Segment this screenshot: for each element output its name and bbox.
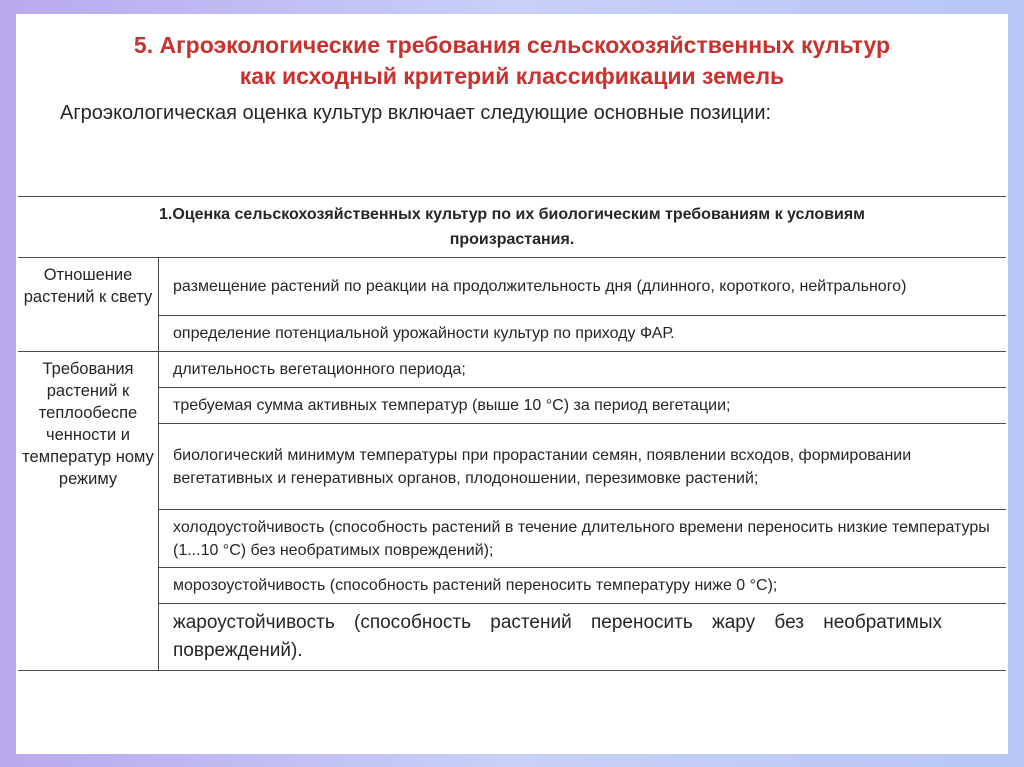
table-cell: размещение растений по реакции на продолжительность дня (длинного, короткого, нейтрального) xyxy=(159,258,1007,316)
table-header-line-1: 1.Оценка сельскохозяйственных культур по их биологическим требованиям к условиям xyxy=(158,206,865,223)
table-cell: жароустойчивость (способность растений переносить жару без необратимых повреждений). xyxy=(159,604,1007,671)
table-header xyxy=(18,197,1006,258)
table-header-row xyxy=(18,197,1006,258)
table-cell: морозоустойчивость (способность растений переносить температуру ниже 0 °С); xyxy=(159,568,1007,604)
title-line-1: 5. Агроэкологические требования сельскохозяйственных культур xyxy=(133,32,891,58)
slide-subtitle: Агроэкологическая оценка культур включает следующие основные позиции: xyxy=(60,102,772,124)
table-row xyxy=(18,316,1006,352)
title-line-2: как исходный критерий классификации земель xyxy=(239,63,785,89)
table-header-line-2: произрастания. xyxy=(449,231,575,248)
table-cell: холодоустойчивость (способность растений в течение длительного времени переносить низкие температуры (1...10 °С) без необратимых повреждений); xyxy=(159,510,1007,568)
table-row xyxy=(18,352,1006,388)
table-row xyxy=(18,258,1006,316)
table-cell: длительность вегетационного периода; xyxy=(159,352,1007,388)
table-cell: требуемая сумма активных температур (выше 10 °С) за период вегетации; xyxy=(159,388,1007,424)
table-row xyxy=(18,604,1006,671)
slide-title xyxy=(16,30,1008,92)
requirements-table xyxy=(18,196,1006,671)
table-cell: определение потенциальной урожайности культур по приходу ФАР. xyxy=(159,316,1007,352)
table-row xyxy=(18,424,1006,510)
table-cell: биологический минимум температуры при прорастании семян, появлении всходов, формировании вегетативных и генеративных органов, плодоношении, перезимовке растений; xyxy=(159,424,1007,510)
table-row xyxy=(18,388,1006,424)
group-label-heat: Требования растений к теплообеспе ченности и температур ному режиму xyxy=(18,352,159,671)
slide xyxy=(16,14,1008,754)
group-label-light: Отношение растений к свету xyxy=(18,258,159,352)
table-row xyxy=(18,568,1006,604)
table-row xyxy=(18,510,1006,568)
